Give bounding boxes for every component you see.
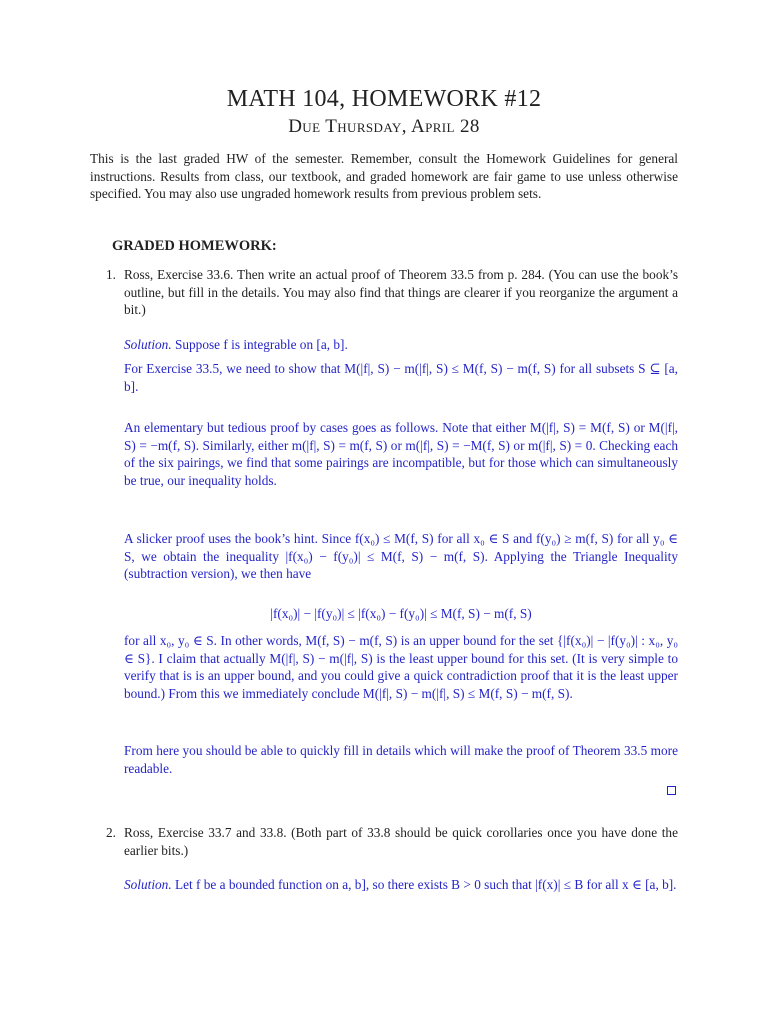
problem-number: 2.	[106, 825, 116, 840]
solution-paragraph: From here you should be able to quickly fill in details which will make the proof of Theorem 33.5 more readable.	[124, 743, 678, 776]
problem-text: Ross, Exercise 33.6. Then write an actual proof of Theorem 33.5 from p. 284. (You can use the book’s outline, but fill in the details. You may also find that things are clearer if you reorganize the argument a bit.)	[124, 267, 678, 317]
solution-intro	[124, 876, 678, 894]
problem-text: Ross, Exercise 33.7 and 33.8. (Both part of 33.8 should be quick corollaries once you have done the earlier bits.)	[124, 825, 678, 858]
display-equation: |f(x₀)| − |f(y₀)| ≤ |f(x₀) − f(y₀)| ≤ M(f, S) − m(f, S)	[270, 606, 532, 621]
solution-paragraph: for all x₀, y₀ ∈ S. In other words, M(f, S) − m(f, S) is an upper bound for the set {|f(x₀)| − |f(y₀)| : x₀, y₀ ∈ S}. I claim that actually M(|f|, S) − m(|f|, S) is the least upper bound for this set. (It is very simple to verify that is is an upper bound, and you could give a quick contradiction proof that it is the least upper bound.) From this we immediately conclude M(|f|, S) − m(|f|, S) ≤ M(f, S) − m(f, S).	[124, 633, 678, 701]
solution-paragraph: For Exercise 33.5, we need to show that M(|f|, S) − m(|f|, S) ≤ M(f, S) − m(f, S) for all subsets S ⊆ [a, b].	[124, 361, 678, 394]
solution-paragraph: An elementary but tedious proof by cases goes as follows. Note that either M(|f|, S) = M(f, S) or M(|f|, S) = −m(f, S). Similarly, either m(|f|, S) = m(f, S) or m(|f|, S) = −M(f, S) or m(|f|, S) = 0. Checking each of the six pairings, we find that some pairings are incompatible, but for those which can simultaneously be true, our inequality holds.	[124, 420, 678, 488]
problem-number: 1.	[106, 267, 116, 282]
solution-paragraph: A slicker proof uses the book’s hint. Since f(x₀) ≤ M(f, S) for all x₀ ∈ S and f(y₀) ≥ m(f, S) for all y₀ ∈ S, we obtain the inequality |f(x₀) − f(y₀)| ≤ M(f, S) − m(f, S). Applying the Triangle Inequality (subtraction version), we then have	[124, 531, 678, 581]
document-title: MATH 104, HOMEWORK #12	[226, 86, 542, 112]
solution-label: Solution.	[124, 877, 172, 892]
solution-label: Solution.	[124, 337, 172, 352]
section-heading: GRADED HOMEWORK:	[112, 238, 277, 254]
solution-text: Let f be a bounded function on a, b], so there exists B > 0 such that |f(x)| ≤ B for all x ∈ [a, b].	[174, 877, 677, 892]
solution-intro	[124, 336, 678, 354]
solution-text: Suppose f is integrable on [a, b].	[174, 337, 348, 352]
problem-2	[106, 824, 678, 859]
due-date: Due Thursday, April 28	[288, 116, 480, 137]
intro-paragraph: This is the last graded HW of the semester. Remember, consult the Homework Guidelines for general instructions. Results from class, our textbook, and graded homework are fair game to use unless otherwise specified. You may also use ungraded homework results from previous problem sets.	[90, 151, 678, 201]
qed-square-icon	[667, 786, 676, 795]
problem-1	[106, 266, 678, 319]
